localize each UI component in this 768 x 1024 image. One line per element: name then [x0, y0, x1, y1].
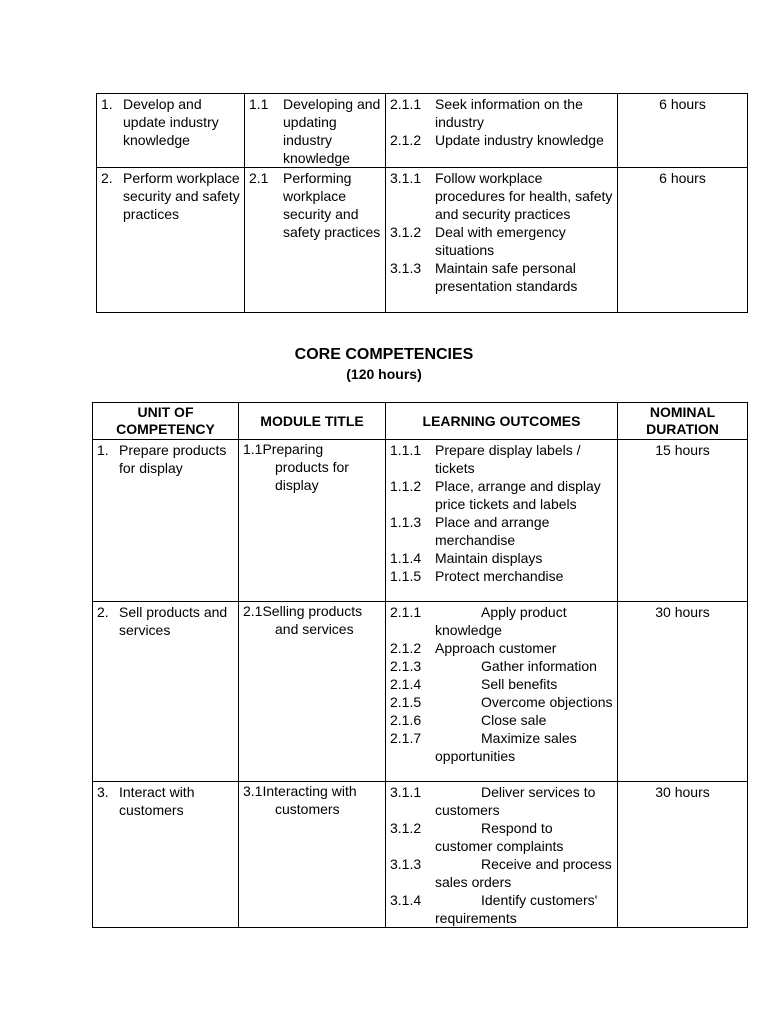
learning-outcome	[390, 513, 613, 549]
learning-outcome	[390, 603, 613, 639]
outcomes-cell	[386, 602, 618, 782]
outcome-text	[435, 513, 613, 549]
outcome-number: 2.1.5	[390, 694, 422, 710]
outcome-label: Respond to customer complaints	[435, 820, 564, 854]
outcome-text	[435, 567, 613, 585]
basic-competencies-table	[96, 93, 748, 313]
learning-outcome	[390, 711, 613, 729]
outcome-number: 3.1.1	[390, 170, 422, 186]
module-title-rest: products for display	[275, 459, 349, 493]
learning-outcome	[390, 131, 613, 149]
outcome-text	[435, 549, 613, 567]
learning-outcome	[390, 95, 613, 131]
module-title-rest: customers	[275, 801, 340, 817]
outcome-text	[435, 477, 613, 513]
outcome-text	[435, 603, 613, 639]
module-number: 3.1	[243, 783, 263, 799]
module-number: 2.1	[243, 603, 263, 619]
unit-title: Sell products and services	[119, 604, 228, 638]
outcome-text	[435, 657, 613, 675]
module-title-start: Preparing	[262, 441, 324, 457]
unit-item	[101, 169, 240, 223]
outcome-number: 3.1.4	[390, 892, 422, 908]
module-number: 1.1	[243, 441, 263, 457]
outcome-text: Maintain safe personal presentation standards	[435, 260, 578, 294]
duration-cell: 6 hours	[618, 168, 748, 313]
unit-item	[97, 603, 234, 639]
module-title-rest: and services	[275, 621, 354, 637]
outcome-number: 2.1.3	[390, 658, 422, 674]
unit-title: Interact with customers	[119, 784, 195, 818]
learning-outcome	[390, 477, 613, 513]
basic-competencies-body	[97, 94, 748, 313]
outcome-label: Protect merchandise	[435, 568, 564, 584]
unit-number: 2.	[97, 604, 109, 620]
outcome-label: Gather information	[481, 658, 597, 674]
outcome-number: 1.1.2	[390, 478, 422, 494]
outcomes-cell	[386, 782, 618, 928]
outcome-label: Receive and process sales orders	[435, 856, 612, 890]
outcome-label: Apply product knowledge	[435, 604, 567, 638]
duration-cell: 6 hours	[618, 94, 748, 168]
module-number: 1.1	[249, 96, 269, 112]
module-title: Developing and updating industry knowledge	[283, 96, 381, 166]
unit-number: 2.	[101, 170, 113, 186]
outcome-number: 3.1.2	[390, 820, 422, 836]
duration-cell: 30 hours	[618, 782, 748, 928]
section-title: CORE COMPETENCIES	[294, 346, 474, 363]
unit-title: Develop and update industry knowledge	[123, 96, 219, 148]
learning-outcome	[390, 441, 613, 477]
core-competencies-table	[92, 402, 748, 928]
outcome-number: 2.1.4	[390, 676, 422, 692]
header-row	[93, 403, 748, 440]
module-cell	[245, 168, 386, 313]
outcome-text: Follow workplace procedures for health, safety and security practices	[435, 170, 613, 222]
learning-outcome	[390, 549, 613, 567]
outcome-label: Maintain displays	[435, 550, 543, 566]
unit-cell	[93, 782, 239, 928]
learning-outcome	[390, 729, 613, 765]
module-number: 2.1	[249, 170, 269, 186]
outcome-label: Approach customer	[435, 640, 557, 656]
outcome-label: Overcome objections	[481, 694, 613, 710]
unit-item	[97, 783, 234, 819]
learning-outcome	[390, 819, 613, 855]
module-cell	[239, 602, 386, 782]
outcome-label: Prepare display labels / tickets	[435, 442, 581, 476]
unit-cell	[93, 602, 239, 782]
outcome-text: Update industry knowledge	[435, 132, 604, 148]
table-row	[97, 94, 748, 168]
unit-title: Prepare products for display	[119, 442, 227, 476]
unit-cell	[93, 440, 239, 602]
unit-cell	[97, 168, 245, 313]
unit-item	[101, 95, 240, 149]
outcome-text	[435, 855, 613, 891]
outcome-text: Seek information on the industry	[435, 96, 583, 130]
outcome-number: 1.1.5	[390, 568, 422, 584]
header-module: MODULE TITLE	[239, 403, 386, 440]
section-subtitle: (120 hours)	[346, 366, 422, 382]
outcome-number: 1.1.1	[390, 442, 422, 458]
module-cell	[245, 94, 386, 168]
learning-outcome	[390, 259, 613, 295]
outcome-text	[435, 819, 613, 855]
outcome-number: 2.1.1	[390, 96, 422, 112]
outcome-label: Deliver services to customers	[435, 784, 596, 818]
outcome-text	[435, 693, 613, 711]
learning-outcome	[390, 639, 613, 657]
module-title-start: Selling products	[262, 603, 363, 619]
learning-outcome	[390, 675, 613, 693]
outcome-label: Place and arrange merchandise	[435, 514, 550, 548]
outcome-label: Maximize sales opportunities	[435, 730, 577, 764]
section-heading	[0, 345, 768, 383]
module-cell	[239, 782, 386, 928]
outcome-label: Place, arrange and display price tickets and labels	[435, 478, 601, 512]
outcome-number: 3.1.2	[390, 224, 422, 240]
outcome-text	[435, 711, 613, 729]
outcome-number: 2.1.2	[390, 640, 422, 656]
outcome-text	[435, 441, 613, 477]
module-title: Performing workplace security and safety practices	[283, 170, 381, 240]
module-first-line	[243, 602, 385, 620]
outcomes-cell	[386, 440, 618, 602]
outcome-text: Deal with emergency situations	[435, 224, 566, 258]
table-row	[93, 602, 748, 782]
unit-item	[97, 441, 234, 477]
outcome-text	[435, 729, 613, 765]
module-cell	[239, 440, 386, 602]
duration-cell: 30 hours	[618, 602, 748, 782]
outcome-text	[435, 639, 613, 657]
outcome-number: 2.1.6	[390, 712, 422, 728]
module-item	[249, 95, 381, 167]
outcome-number: 3.1.3	[390, 856, 422, 872]
learning-outcome	[390, 891, 613, 927]
module-item	[249, 169, 381, 241]
learning-outcome	[390, 693, 613, 711]
outcome-text	[435, 891, 613, 927]
outcome-label: Sell benefits	[481, 676, 558, 692]
header-duration: NOMINAL DURATION	[618, 403, 748, 440]
outcome-number: 2.1.7	[390, 730, 422, 746]
outcome-number: 1.1.3	[390, 514, 422, 530]
table-row	[97, 168, 748, 313]
unit-number: 1.	[97, 442, 109, 458]
duration-cell: 15 hours	[618, 440, 748, 602]
learning-outcome	[390, 783, 613, 819]
outcome-number: 1.1.4	[390, 550, 422, 566]
learning-outcome	[390, 567, 613, 585]
core-competencies-body	[93, 440, 748, 928]
table-row	[93, 440, 748, 602]
outcome-label: Close sale	[481, 712, 547, 728]
outcome-text	[435, 675, 613, 693]
outcomes-cell	[386, 168, 618, 313]
learning-outcome	[390, 169, 613, 223]
outcome-number: 3.1.1	[390, 784, 422, 800]
header-outcomes: LEARNING OUTCOMES	[386, 403, 618, 440]
outcomes-cell	[386, 94, 618, 168]
learning-outcome	[390, 223, 613, 259]
table-row	[93, 782, 748, 928]
module-first-line	[243, 440, 385, 458]
unit-number: 3.	[97, 784, 109, 800]
outcome-number: 2.1.1	[390, 604, 422, 620]
outcome-label: Identify customers' requirements	[435, 892, 598, 926]
unit-title: Perform workplace security and safety practices	[123, 170, 240, 222]
outcome-number: 3.1.3	[390, 260, 422, 276]
module-first-line	[243, 782, 385, 800]
unit-number: 1.	[101, 96, 113, 112]
learning-outcome	[390, 855, 613, 891]
outcome-text	[435, 783, 613, 819]
module-title-start: Interacting with	[262, 783, 357, 799]
unit-cell	[97, 94, 245, 168]
header-unit: UNIT OF COMPETENCY	[93, 403, 239, 440]
outcome-number: 2.1.2	[390, 132, 422, 148]
learning-outcome	[390, 657, 613, 675]
